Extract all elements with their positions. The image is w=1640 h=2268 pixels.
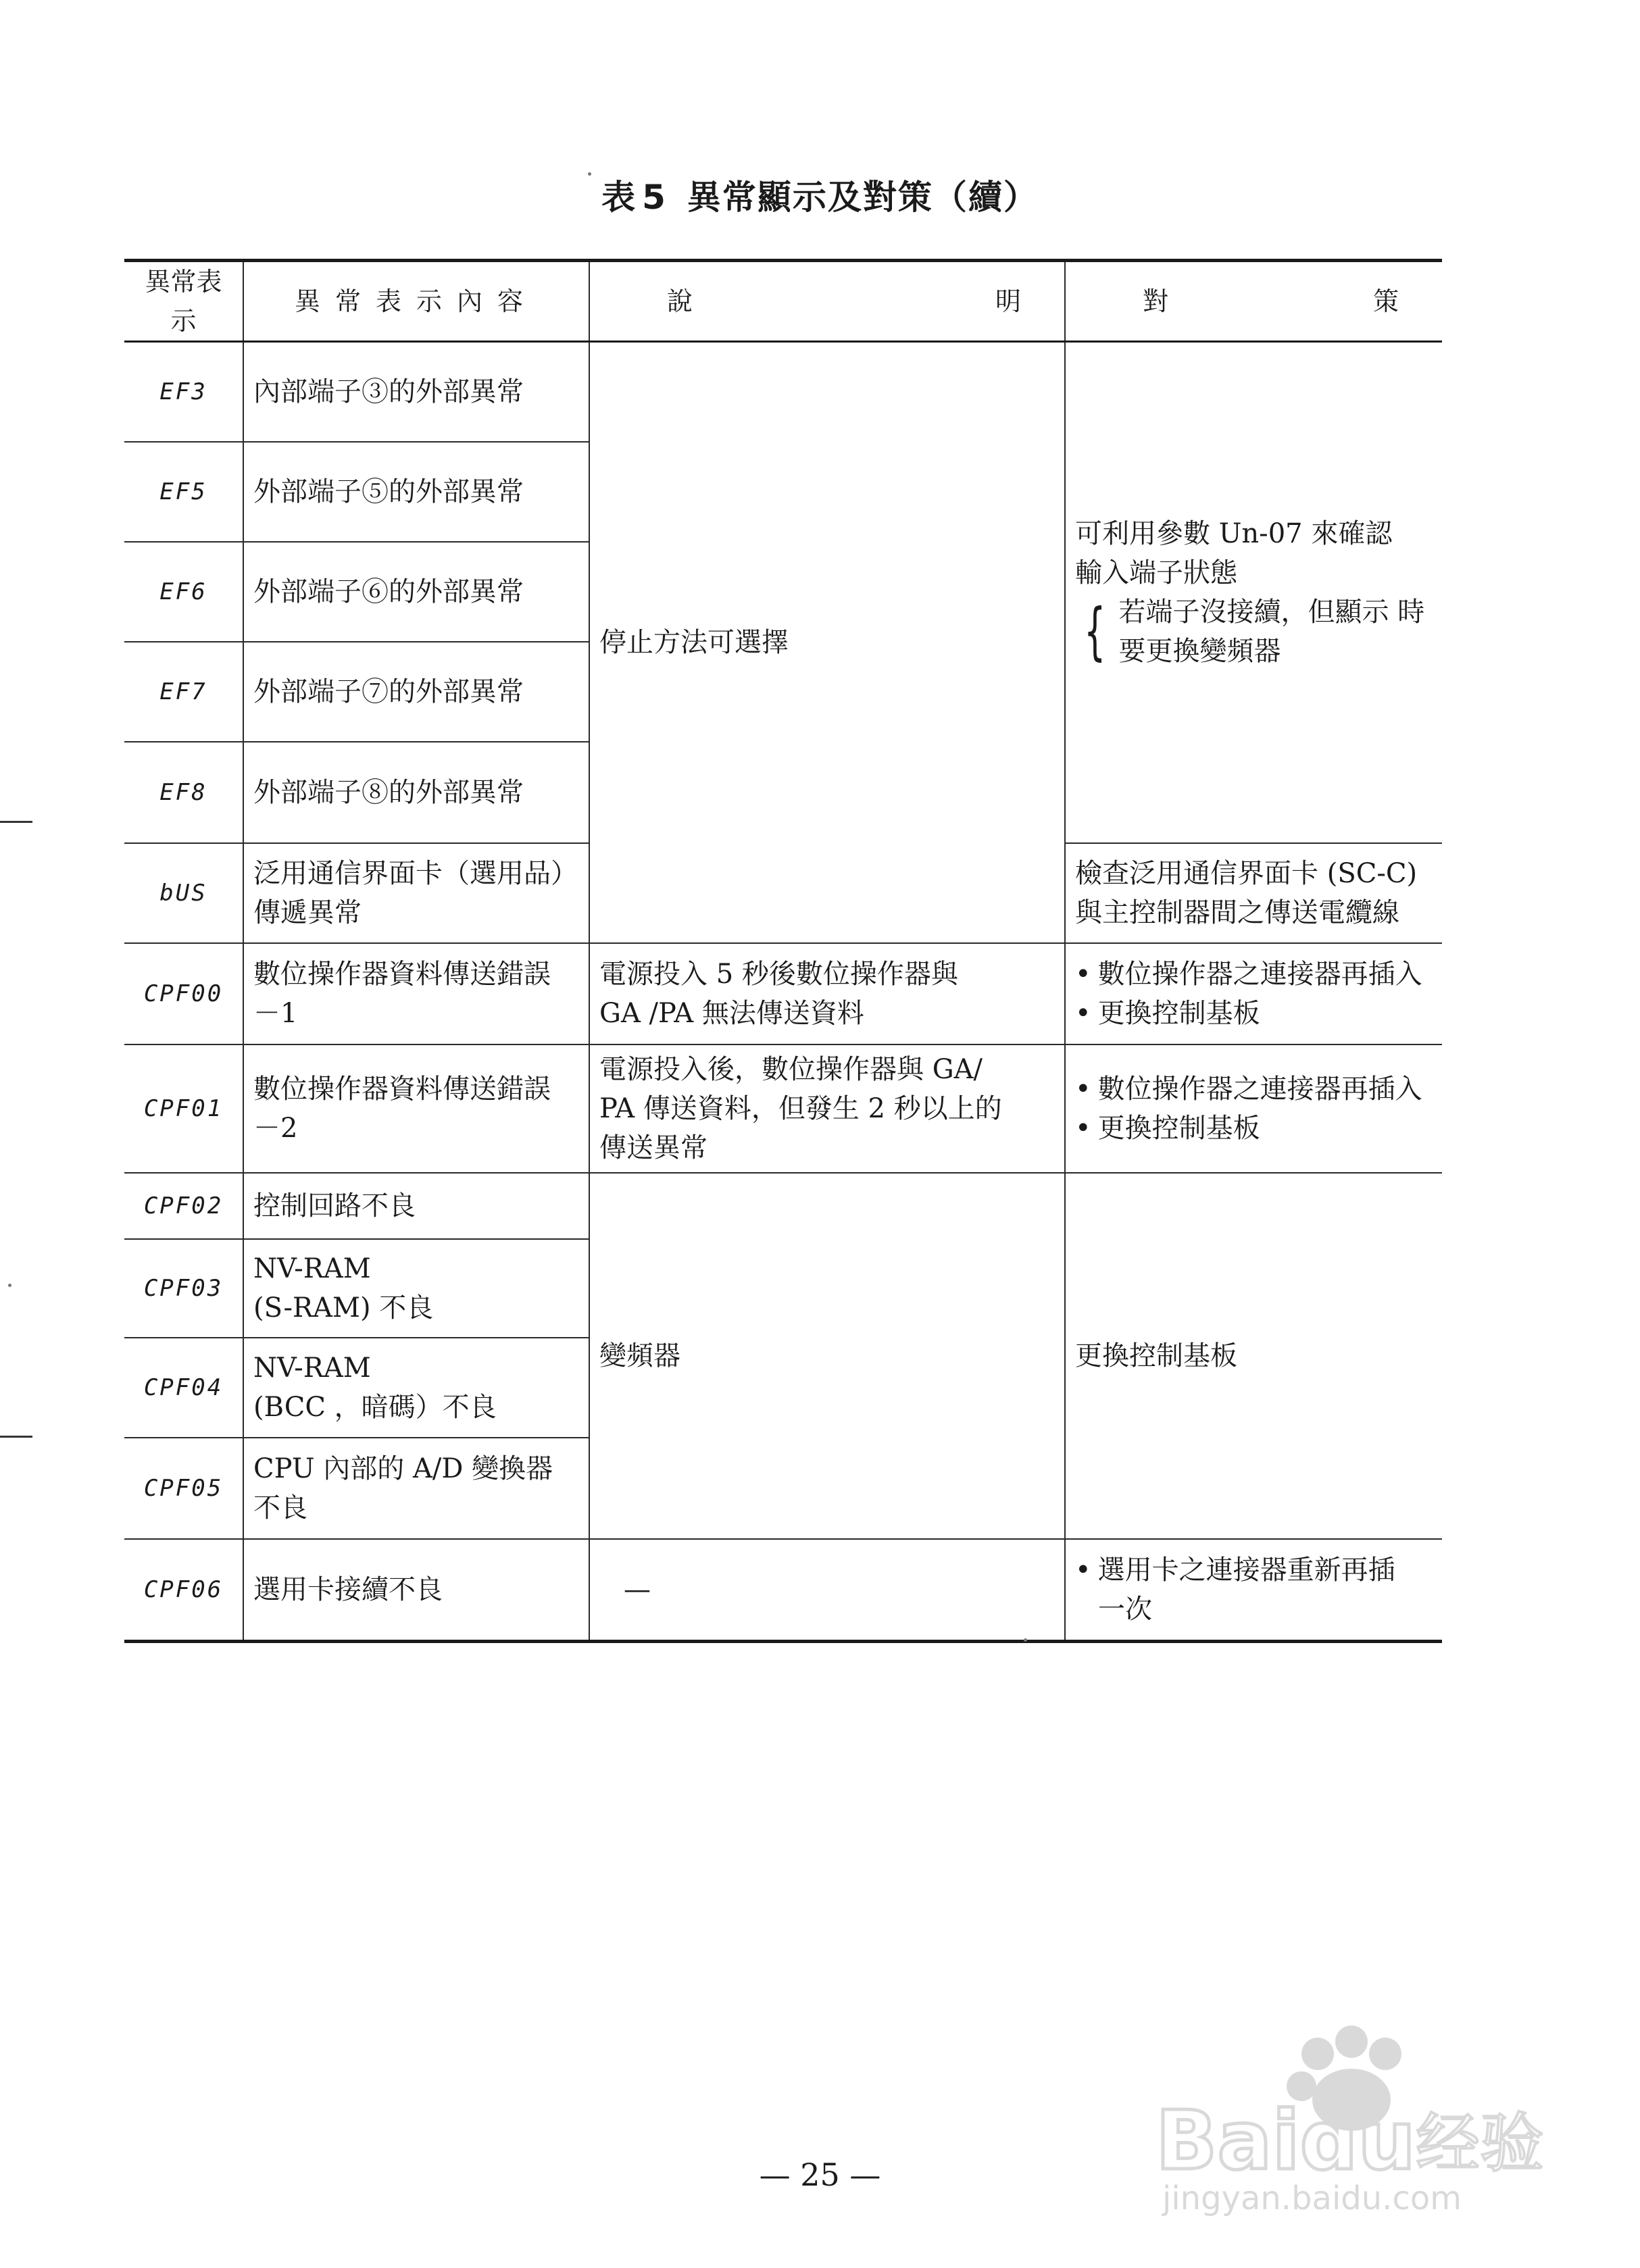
error-code: CPF01 (124, 1044, 243, 1173)
table-header-row (124, 261, 1442, 342)
error-content: 數位操作器資料傳送錯誤 －1 (243, 943, 589, 1044)
svg-text:Baidu (1156, 2094, 1416, 2188)
cpf01-description: 電源投入後，數位操作器與 GA/ PA 傳送資料，但發生 2 秒以上的 傳送異常 (589, 1044, 1065, 1173)
scan-speck (588, 172, 591, 176)
error-code: CPF04 (124, 1338, 243, 1438)
cpf02-05-action: 更換控制基板 (1065, 1173, 1442, 1539)
watermark-url: jingyan.baidu.com (1162, 2179, 1462, 2216)
watermark-brand-tail: du (1299, 2094, 1416, 2188)
error-table (124, 259, 1442, 1643)
table-row (124, 1173, 1442, 1239)
error-code: bUS (124, 843, 243, 943)
page-number: — 25 — (759, 2157, 881, 2193)
table-row (124, 1044, 1442, 1173)
error-code: CPF06 (124, 1539, 243, 1642)
ef-action: 可利用參數 Un-07 來確認 輸入端子狀態 { 若端子沒接續，但顯示 時 要更換變頻器 (1065, 342, 1442, 843)
table-row (124, 342, 1442, 442)
table-row (124, 943, 1442, 1044)
error-content: NV-RAM (BCC ，暗碼）不良 (243, 1338, 589, 1438)
header-code: 異常表示 (124, 261, 243, 342)
brace-icon: { (1084, 595, 1106, 667)
error-code: EF7 (124, 642, 243, 742)
header-content: 異常表示內容 (243, 261, 589, 342)
table-title: 表 5 異常顯示及對策（續） (601, 178, 1039, 217)
margin-mark (0, 1436, 32, 1438)
cpf06-description: — (589, 1539, 1065, 1642)
table-row (124, 1539, 1442, 1642)
error-code: CPF05 (124, 1438, 243, 1539)
error-content: 數位操作器資料傳送錯誤 －2 (243, 1044, 589, 1173)
header-description: 說 明 (589, 261, 1065, 342)
error-code: EF8 (124, 742, 243, 843)
error-content: 外部端子⑦的外部異常 (243, 642, 589, 742)
scan-speck (8, 1284, 11, 1287)
ef-description: 停止方法可選擇 (589, 342, 1065, 943)
error-code: EF5 (124, 442, 243, 542)
error-content: 外部端子⑧的外部異常 (243, 742, 589, 843)
cpf00-description: 電源投入 5 秒後數位操作器與 GA /PA 無法傳送資料 (589, 943, 1065, 1044)
error-code: EF3 (124, 342, 243, 442)
cpf00-action: • 數位操作器之連接器再插入 • 更換控制基板 (1065, 943, 1442, 1044)
cpf02-05-description: 變頻器 (589, 1173, 1065, 1539)
baidu-watermark (1149, 2013, 1568, 2216)
scan-speck (1024, 1638, 1027, 1642)
watermark-brand: Bai (1156, 2094, 1300, 2188)
bus-action: 檢查泛用通信界面卡 (SC-C) 與主控制器間之傳送電纜線 (1065, 843, 1442, 943)
error-code: EF6 (124, 542, 243, 642)
error-content: 外部端子⑥的外部異常 (243, 542, 589, 642)
error-content: 泛用通信界面卡（選用品） 傳遞異常 (243, 843, 589, 943)
watermark-cn: 经验 (1416, 2107, 1545, 2181)
margin-mark (0, 821, 32, 823)
error-code: CPF02 (124, 1173, 243, 1239)
error-content: 控制回路不良 (243, 1173, 589, 1239)
error-content: 內部端子③的外部異常 (243, 342, 589, 442)
cpf01-action: • 數位操作器之連接器再插入 • 更換控制基板 (1065, 1044, 1442, 1173)
error-content: CPU 內部的 A/D 變換器 不良 (243, 1438, 589, 1539)
error-content: 選用卡接續不良 (243, 1539, 589, 1642)
error-content: NV-RAM (S-RAM) 不良 (243, 1239, 589, 1338)
cpf06-action: • 選用卡之連接器重新再插 一次 (1065, 1539, 1442, 1642)
error-code: CPF00 (124, 943, 243, 1044)
error-content: 外部端子⑤的外部異常 (243, 442, 589, 542)
error-code: CPF03 (124, 1239, 243, 1338)
header-action: 對 策 (1065, 261, 1442, 342)
